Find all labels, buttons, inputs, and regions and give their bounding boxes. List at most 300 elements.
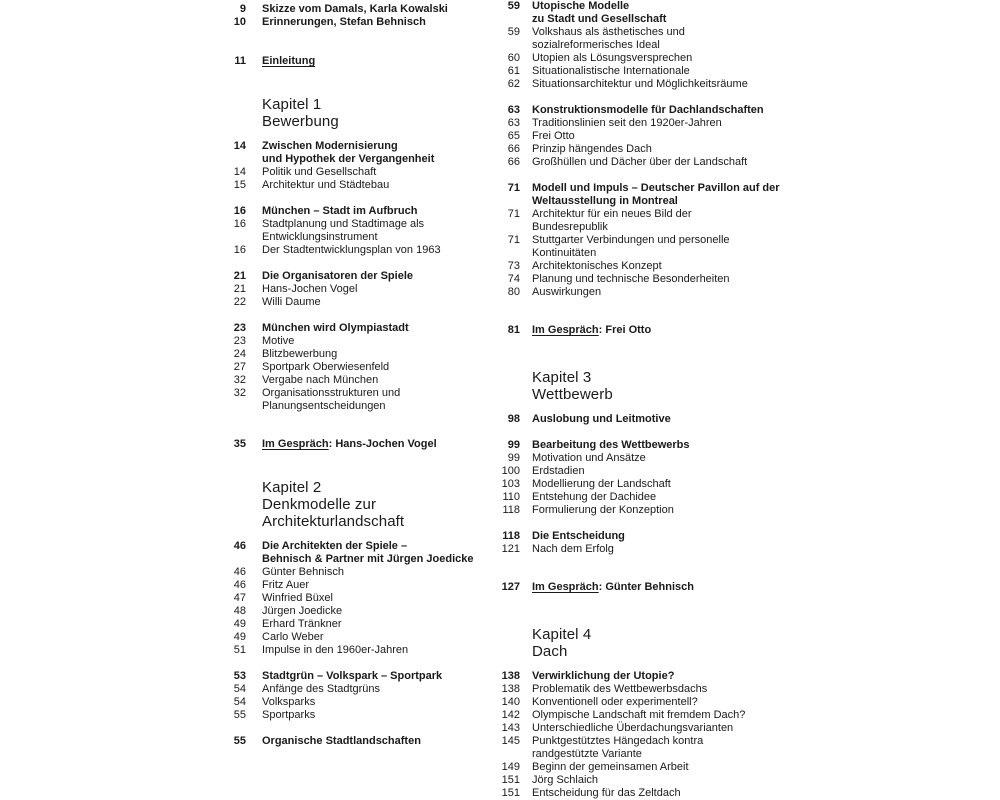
- toc-group: [222, 735, 421, 748]
- toc-entry: [496, 208, 780, 234]
- entry-title: [532, 452, 646, 465]
- toc-entry: [222, 735, 421, 748]
- entry-title-line: Verwirklichung der Utopie?: [532, 670, 675, 682]
- toc-entry: [496, 182, 780, 208]
- entry-title: [532, 208, 692, 234]
- toc-group: [222, 670, 442, 722]
- entry-title: [532, 581, 694, 594]
- entry-title: [262, 16, 426, 29]
- toc-entry: [222, 166, 434, 179]
- entry-title-line: Erinnerungen, Stefan Behnisch: [262, 16, 426, 28]
- entry-title: [262, 618, 341, 631]
- page-number: 73: [507, 260, 520, 272]
- page-number: 143: [501, 722, 520, 734]
- toc-entry: [222, 205, 441, 218]
- entry-title-line: Volkshaus als ästhetisches und: [532, 26, 685, 38]
- entry-title: [532, 761, 689, 774]
- page-number: 46: [233, 579, 246, 591]
- toc-entry: [222, 140, 434, 166]
- toc-entry: [222, 374, 409, 387]
- toc-group: [496, 182, 780, 299]
- entry-title: [262, 683, 380, 696]
- page-number: 46: [233, 540, 246, 552]
- entry-title-line: Konventionell oder experimentell?: [532, 696, 698, 708]
- page-number: 55: [233, 735, 246, 747]
- toc-entry: [496, 735, 745, 761]
- toc-entry: [496, 260, 780, 273]
- chapter-heading-line: Dach: [532, 643, 568, 660]
- entry-title-line: Carlo Weber: [262, 631, 324, 643]
- entry-title: [532, 0, 666, 26]
- toc-entry: [496, 26, 748, 52]
- entry-title: [532, 26, 685, 52]
- entry-title-line: Günter Behnisch: [262, 566, 344, 578]
- page-number: 81: [507, 324, 520, 336]
- toc-entry: [496, 104, 764, 117]
- page-number: 54: [233, 696, 246, 708]
- toc-entry: [496, 234, 780, 260]
- chapter-heading-line: Kapitel 2: [262, 479, 322, 496]
- entry-title-line: Erdstadien: [532, 465, 585, 477]
- entry-title-line: Auslobung und Leitmotive: [532, 413, 671, 425]
- entry-title-line: Frei Otto: [532, 130, 575, 142]
- toc-entry: [222, 348, 409, 361]
- entry-title: [262, 387, 400, 413]
- toc-entry: [496, 413, 671, 426]
- page-number: 127: [501, 581, 520, 593]
- entry-title: [262, 579, 309, 592]
- toc-entry: [222, 335, 409, 348]
- chapter-heading: [262, 96, 339, 130]
- toc-entry: [222, 387, 409, 413]
- chapter-heading: [262, 479, 404, 530]
- toc-group: [496, 104, 764, 169]
- toc-group: [496, 530, 625, 556]
- toc-entry: [222, 670, 442, 683]
- page-number: 24: [233, 348, 246, 360]
- entry-title-line: Utopische Modelle: [532, 0, 630, 12]
- chapter-heading-line: Kapitel 4: [532, 626, 592, 643]
- page-number: 46: [233, 566, 246, 578]
- page-number: 62: [507, 78, 520, 90]
- entry-title-line: Konstruktionsmodelle für Dachlandschaften: [532, 104, 764, 116]
- entry-title: [532, 696, 698, 709]
- toc-entry: [222, 579, 474, 592]
- toc-group: [222, 540, 474, 657]
- page-number: 23: [233, 335, 246, 347]
- interview-group: [496, 581, 694, 594]
- entry-title-line: Hans-Jochen Vogel: [262, 283, 358, 295]
- page-number: 151: [501, 787, 520, 799]
- entry-title: [532, 324, 651, 337]
- page-number: 140: [501, 696, 520, 708]
- entry-title: [532, 52, 692, 65]
- entry-title-line: Die Entscheidung: [532, 530, 625, 542]
- page-number: 9: [239, 3, 246, 15]
- entry-title-line: Die Architekten der Spiele –: [262, 540, 408, 552]
- toc-group: [222, 55, 315, 68]
- entry-title: [262, 296, 321, 309]
- toc-entry: [222, 244, 441, 257]
- entry-title-line: Architektur und Städtebau: [262, 179, 390, 191]
- page-number: 138: [501, 683, 520, 695]
- entry-title-line: Utopien als Lösungsversprechen: [532, 52, 693, 64]
- page-number: 15: [233, 179, 246, 191]
- entry-title-line: Traditionslinien seit den 1920er-Jahren: [532, 117, 722, 129]
- entry-title-line: Motive: [262, 335, 295, 347]
- toc-entry: [496, 774, 745, 787]
- entry-title: [262, 631, 324, 644]
- page-number: 100: [501, 465, 520, 477]
- page-number: 110: [502, 491, 520, 503]
- entry-title: [262, 335, 294, 348]
- entry-title: [262, 283, 357, 296]
- toc-group: [222, 205, 441, 257]
- entry-title-line: Architektur für ein neues Bild der: [532, 208, 692, 220]
- toc-group: [222, 322, 409, 413]
- entry-title: [532, 130, 575, 143]
- toc-entry: [496, 439, 690, 452]
- page-number: 103: [501, 478, 520, 490]
- page-number: 99: [507, 439, 520, 451]
- entry-title-line: Stuttgarter Verbindungen und personelle: [532, 234, 730, 246]
- toc-entry: [496, 452, 690, 465]
- chapter-heading-line: Wettbewerb: [532, 386, 613, 403]
- interview-group: [496, 324, 651, 337]
- page-number: 27: [233, 361, 246, 373]
- chapter-heading-line: Denkmodelle zur: [262, 496, 377, 513]
- toc-entry: [222, 644, 474, 657]
- entry-title-line: Willi Daume: [262, 296, 321, 308]
- entry-title-line: Blitzbewerbung: [262, 348, 338, 360]
- entry-title-line: Erhard Tränkner: [262, 618, 342, 630]
- entry-title-line: Situationsarchitektur und Möglichkeitsräume: [532, 78, 748, 90]
- entry-title: [532, 465, 585, 478]
- entry-title-line: München wird Olympiastadt: [262, 322, 409, 334]
- entry-title-line: Zwischen Modernisierung: [262, 140, 398, 152]
- toc-entry: [496, 117, 764, 130]
- entry-title-line: sozialreformerisches Ideal: [532, 39, 660, 51]
- entry-title: [262, 566, 344, 579]
- entry-title: [532, 234, 730, 260]
- entry-title: [532, 491, 656, 504]
- entry-title: [262, 374, 378, 387]
- toc-entry: [496, 478, 690, 491]
- entry-title-line: Der Stadtentwicklungsplan von 1963: [262, 244, 441, 256]
- entry-title-line: Entwicklungsinstrument: [262, 231, 378, 243]
- entry-title-line: Formulierung der Konzeption: [532, 504, 674, 516]
- entry-title-line: Organisationsstrukturen und: [262, 387, 401, 399]
- toc-entry: [222, 631, 474, 644]
- toc-entry: [222, 696, 442, 709]
- page-number: 145: [501, 735, 520, 747]
- entry-title-underlined: Im Gespräch: [532, 581, 599, 593]
- entry-title: [532, 286, 601, 299]
- page-number: 35: [233, 438, 246, 450]
- entry-title: [262, 3, 448, 16]
- entry-title: [262, 205, 417, 218]
- toc-entry: [496, 722, 745, 735]
- toc-entry: [222, 566, 474, 579]
- entry-title: [532, 413, 671, 426]
- page-number: 71: [507, 208, 520, 220]
- entry-title: [262, 438, 437, 451]
- toc-entry: [496, 683, 745, 696]
- page-number: 98: [507, 413, 520, 425]
- toc-entry: [496, 504, 690, 517]
- toc-entry: [496, 324, 651, 337]
- toc-entry: [222, 218, 441, 244]
- entry-title-line: zu Stadt und Gesellschaft: [532, 13, 667, 25]
- toc-entry: [222, 3, 448, 16]
- entry-title-underlined: Einleitung: [262, 55, 316, 67]
- entry-title: [532, 670, 674, 683]
- toc-entry: [222, 438, 437, 451]
- toc-column-right: [496, 0, 796, 800]
- page-number: 60: [507, 52, 520, 64]
- toc-entry: [496, 787, 745, 800]
- toc-entry: [222, 270, 413, 283]
- entry-title-line: Die Organisatoren der Spiele: [262, 270, 413, 282]
- entry-title: [532, 117, 722, 130]
- entry-title-line: Stadtgrün – Volkspark – Sportpark: [262, 670, 443, 682]
- entry-title: [262, 166, 376, 179]
- entry-title: [532, 543, 614, 556]
- chapter-heading: [532, 369, 613, 403]
- page-number: 66: [507, 156, 520, 168]
- entry-title: [532, 156, 747, 169]
- entry-title: [262, 140, 434, 166]
- toc-entry: [222, 709, 442, 722]
- entry-title-line: Olympische Landschaft mit fremdem Dach?: [532, 709, 746, 721]
- entry-title: [262, 55, 315, 68]
- entry-title-line: Weltausstellung in Montreal: [532, 195, 678, 207]
- page-number: 16: [233, 244, 246, 256]
- page-number: 54: [233, 683, 246, 695]
- page-number: 49: [233, 631, 246, 643]
- page-number: 32: [233, 387, 246, 399]
- entry-title-line: Modellierung der Landschaft: [532, 478, 671, 490]
- toc-entry: [222, 361, 409, 374]
- page-number: 80: [507, 286, 520, 298]
- entry-title-line: Planungsentscheidungen: [262, 400, 386, 412]
- page-number: 66: [507, 143, 520, 155]
- page-number: 10: [233, 16, 246, 28]
- toc-entry: [496, 52, 748, 65]
- page-number: 151: [501, 774, 520, 786]
- toc-group: [222, 270, 413, 309]
- entry-title-line: München – Stadt im Aufbruch: [262, 205, 418, 217]
- page-number: 32: [233, 374, 246, 386]
- entry-title: [262, 696, 315, 709]
- entry-title-line: Sportparks: [262, 709, 316, 721]
- entry-title-line: Organische Stadtlandschaften: [262, 735, 421, 747]
- page-number: 11: [234, 55, 246, 67]
- page-number: 118: [502, 504, 520, 516]
- toc-entry: [496, 0, 748, 26]
- toc-group: [496, 413, 671, 426]
- page-number: 14: [233, 140, 246, 152]
- toc-entry: [496, 581, 694, 594]
- page-number: 121: [501, 543, 520, 555]
- entry-title-line: Fritz Auer: [262, 579, 310, 591]
- toc-entry: [496, 543, 625, 556]
- toc-entry: [222, 605, 474, 618]
- entry-title-line: Prinzip hängendes Dach: [532, 143, 652, 155]
- entry-title: [532, 735, 703, 761]
- page-number: 49: [233, 618, 246, 630]
- page-number: 65: [507, 130, 520, 142]
- entry-title: [532, 260, 662, 273]
- entry-title-line: Problematik des Wettbewerbsdachs: [532, 683, 708, 695]
- entry-title-line: Bundesrepublik: [532, 221, 608, 233]
- entry-title-underlined: Im Gespräch: [262, 438, 329, 450]
- interview-group: [222, 438, 437, 451]
- entry-title: [262, 670, 442, 683]
- page-number: 71: [507, 182, 520, 194]
- toc-entry: [496, 78, 748, 91]
- page-number: 99: [507, 452, 520, 464]
- entry-title: [532, 787, 681, 800]
- entry-title-line: Kontinuitäten: [532, 247, 597, 259]
- page-number: 63: [507, 117, 520, 129]
- entry-title: [532, 182, 780, 208]
- page-number: 23: [233, 322, 246, 334]
- entry-title-line: Modell und Impuls – Deutscher Pavillon auf der: [532, 182, 780, 194]
- entry-title-line: Stadtplanung und Stadtimage als: [262, 218, 425, 230]
- toc-entry: [496, 670, 745, 683]
- toc-entry: [222, 540, 474, 566]
- entry-title-line: Winfried Büxel: [262, 592, 333, 604]
- toc-entry: [222, 179, 434, 192]
- entry-title-line: und Hypothek der Vergangenheit: [262, 153, 435, 165]
- toc-entry: [496, 761, 745, 774]
- entry-title-line: Skizze vom Damals, Karla Kowalski: [262, 3, 448, 15]
- entry-title-line: Vergabe nach München: [262, 374, 379, 386]
- entry-title-line: Impulse in den 1960er-Jahren: [262, 644, 409, 656]
- entry-title-line: Behnisch & Partner mit Jürgen Joedicke: [262, 553, 474, 565]
- chapter-heading-line: Kapitel 1: [262, 96, 322, 113]
- entry-title: [532, 530, 625, 543]
- toc-entry: [222, 16, 448, 29]
- page-number: 48: [233, 605, 246, 617]
- entry-title-line: Punktgestütztes Hängedach kontra: [532, 735, 704, 747]
- toc-group: [496, 670, 745, 800]
- page-number: 21: [233, 270, 246, 282]
- toc-entry: [496, 273, 780, 286]
- entry-title: [262, 218, 424, 244]
- entry-title-rest: : Hans-Jochen Vogel: [328, 438, 437, 450]
- toc-entry: [496, 465, 690, 478]
- chapter-heading-line: Kapitel 3: [532, 369, 592, 386]
- toc-entry: [222, 55, 315, 68]
- page-number: 55: [233, 709, 246, 721]
- entry-title: [532, 78, 748, 91]
- page-number: 14: [233, 166, 246, 178]
- entry-title-line: Nach dem Erfolg: [532, 543, 614, 555]
- entry-title-line: Unterschiedliche Überdachungsvarianten: [532, 722, 734, 734]
- entry-title-line: Architektonisches Konzept: [532, 260, 662, 272]
- toc-group: [496, 439, 690, 517]
- page-number: 21: [233, 283, 246, 295]
- entry-title-line: Anfänge des Stadtgrüns: [262, 683, 381, 695]
- entry-title: [262, 322, 409, 335]
- entry-title: [532, 273, 730, 286]
- entry-title: [262, 644, 408, 657]
- entry-title: [532, 504, 674, 517]
- entry-title: [532, 104, 764, 117]
- entry-title: [262, 709, 315, 722]
- entry-title: [532, 774, 598, 787]
- toc-group: [222, 140, 434, 192]
- entry-title-line: Motivation und Ansätze: [532, 452, 646, 464]
- page-number: 138: [501, 670, 520, 682]
- page-number: 51: [233, 644, 246, 656]
- toc-entry: [222, 683, 442, 696]
- toc-group: [222, 3, 448, 29]
- page-number: 118: [502, 530, 520, 542]
- entry-title-line: Sportpark Oberwiesenfeld: [262, 361, 390, 373]
- page-number: 61: [507, 65, 520, 77]
- entry-title-rest: : Günter Behnisch: [598, 581, 694, 593]
- toc-entry: [222, 283, 413, 296]
- chapter-heading-line: Architekturlandschaft: [262, 513, 405, 530]
- entry-title-line: Bearbeitung des Wettbewerbs: [532, 439, 690, 451]
- entry-title-line: Jörg Schlaich: [532, 774, 599, 786]
- toc-group: [496, 0, 748, 91]
- page-number: 16: [233, 205, 246, 217]
- page-number: 53: [233, 670, 246, 682]
- toc-entry: [222, 592, 474, 605]
- page-number: 63: [507, 104, 520, 116]
- toc-entry: [496, 143, 764, 156]
- entry-title: [532, 709, 745, 722]
- entry-title-line: Planung und technische Besonderheiten: [532, 273, 730, 285]
- entry-title: [262, 735, 421, 748]
- entry-title-line: Situationalistische Internationale: [532, 65, 690, 77]
- toc-entry: [496, 65, 748, 78]
- entry-title-line: Politik und Gesellschaft: [262, 166, 377, 178]
- toc-entry: [496, 709, 745, 722]
- chapter-heading: [532, 626, 591, 660]
- entry-title-line: Volksparks: [262, 696, 316, 708]
- entry-title-line: randgestützte Variante: [532, 748, 642, 760]
- page-number: 16: [233, 218, 246, 230]
- entry-title: [262, 605, 342, 618]
- toc-entry: [222, 322, 409, 335]
- entry-title: [532, 65, 690, 78]
- entry-title: [262, 270, 413, 283]
- entry-title: [262, 540, 474, 566]
- page-number: 142: [501, 709, 520, 721]
- entry-title-line: Entstehung der Dachidee: [532, 491, 657, 503]
- entry-title-underlined: Im Gespräch: [532, 324, 599, 336]
- entry-title-line: Großhüllen und Dächer über der Landschaft: [532, 156, 748, 168]
- entry-title: [262, 348, 337, 361]
- entry-title: [262, 244, 441, 257]
- entry-title: [532, 143, 652, 156]
- toc-column-left: [222, 3, 498, 748]
- entry-title: [532, 683, 707, 696]
- page-number: 47: [233, 592, 246, 604]
- toc-entry: [496, 130, 764, 143]
- chapter-heading-line: Bewerbung: [262, 113, 339, 130]
- page-number: 59: [507, 0, 520, 12]
- toc-entry: [496, 530, 625, 543]
- page-number: 22: [233, 296, 246, 308]
- entry-title-line: Auswirkungen: [532, 286, 602, 298]
- entry-title: [262, 361, 389, 374]
